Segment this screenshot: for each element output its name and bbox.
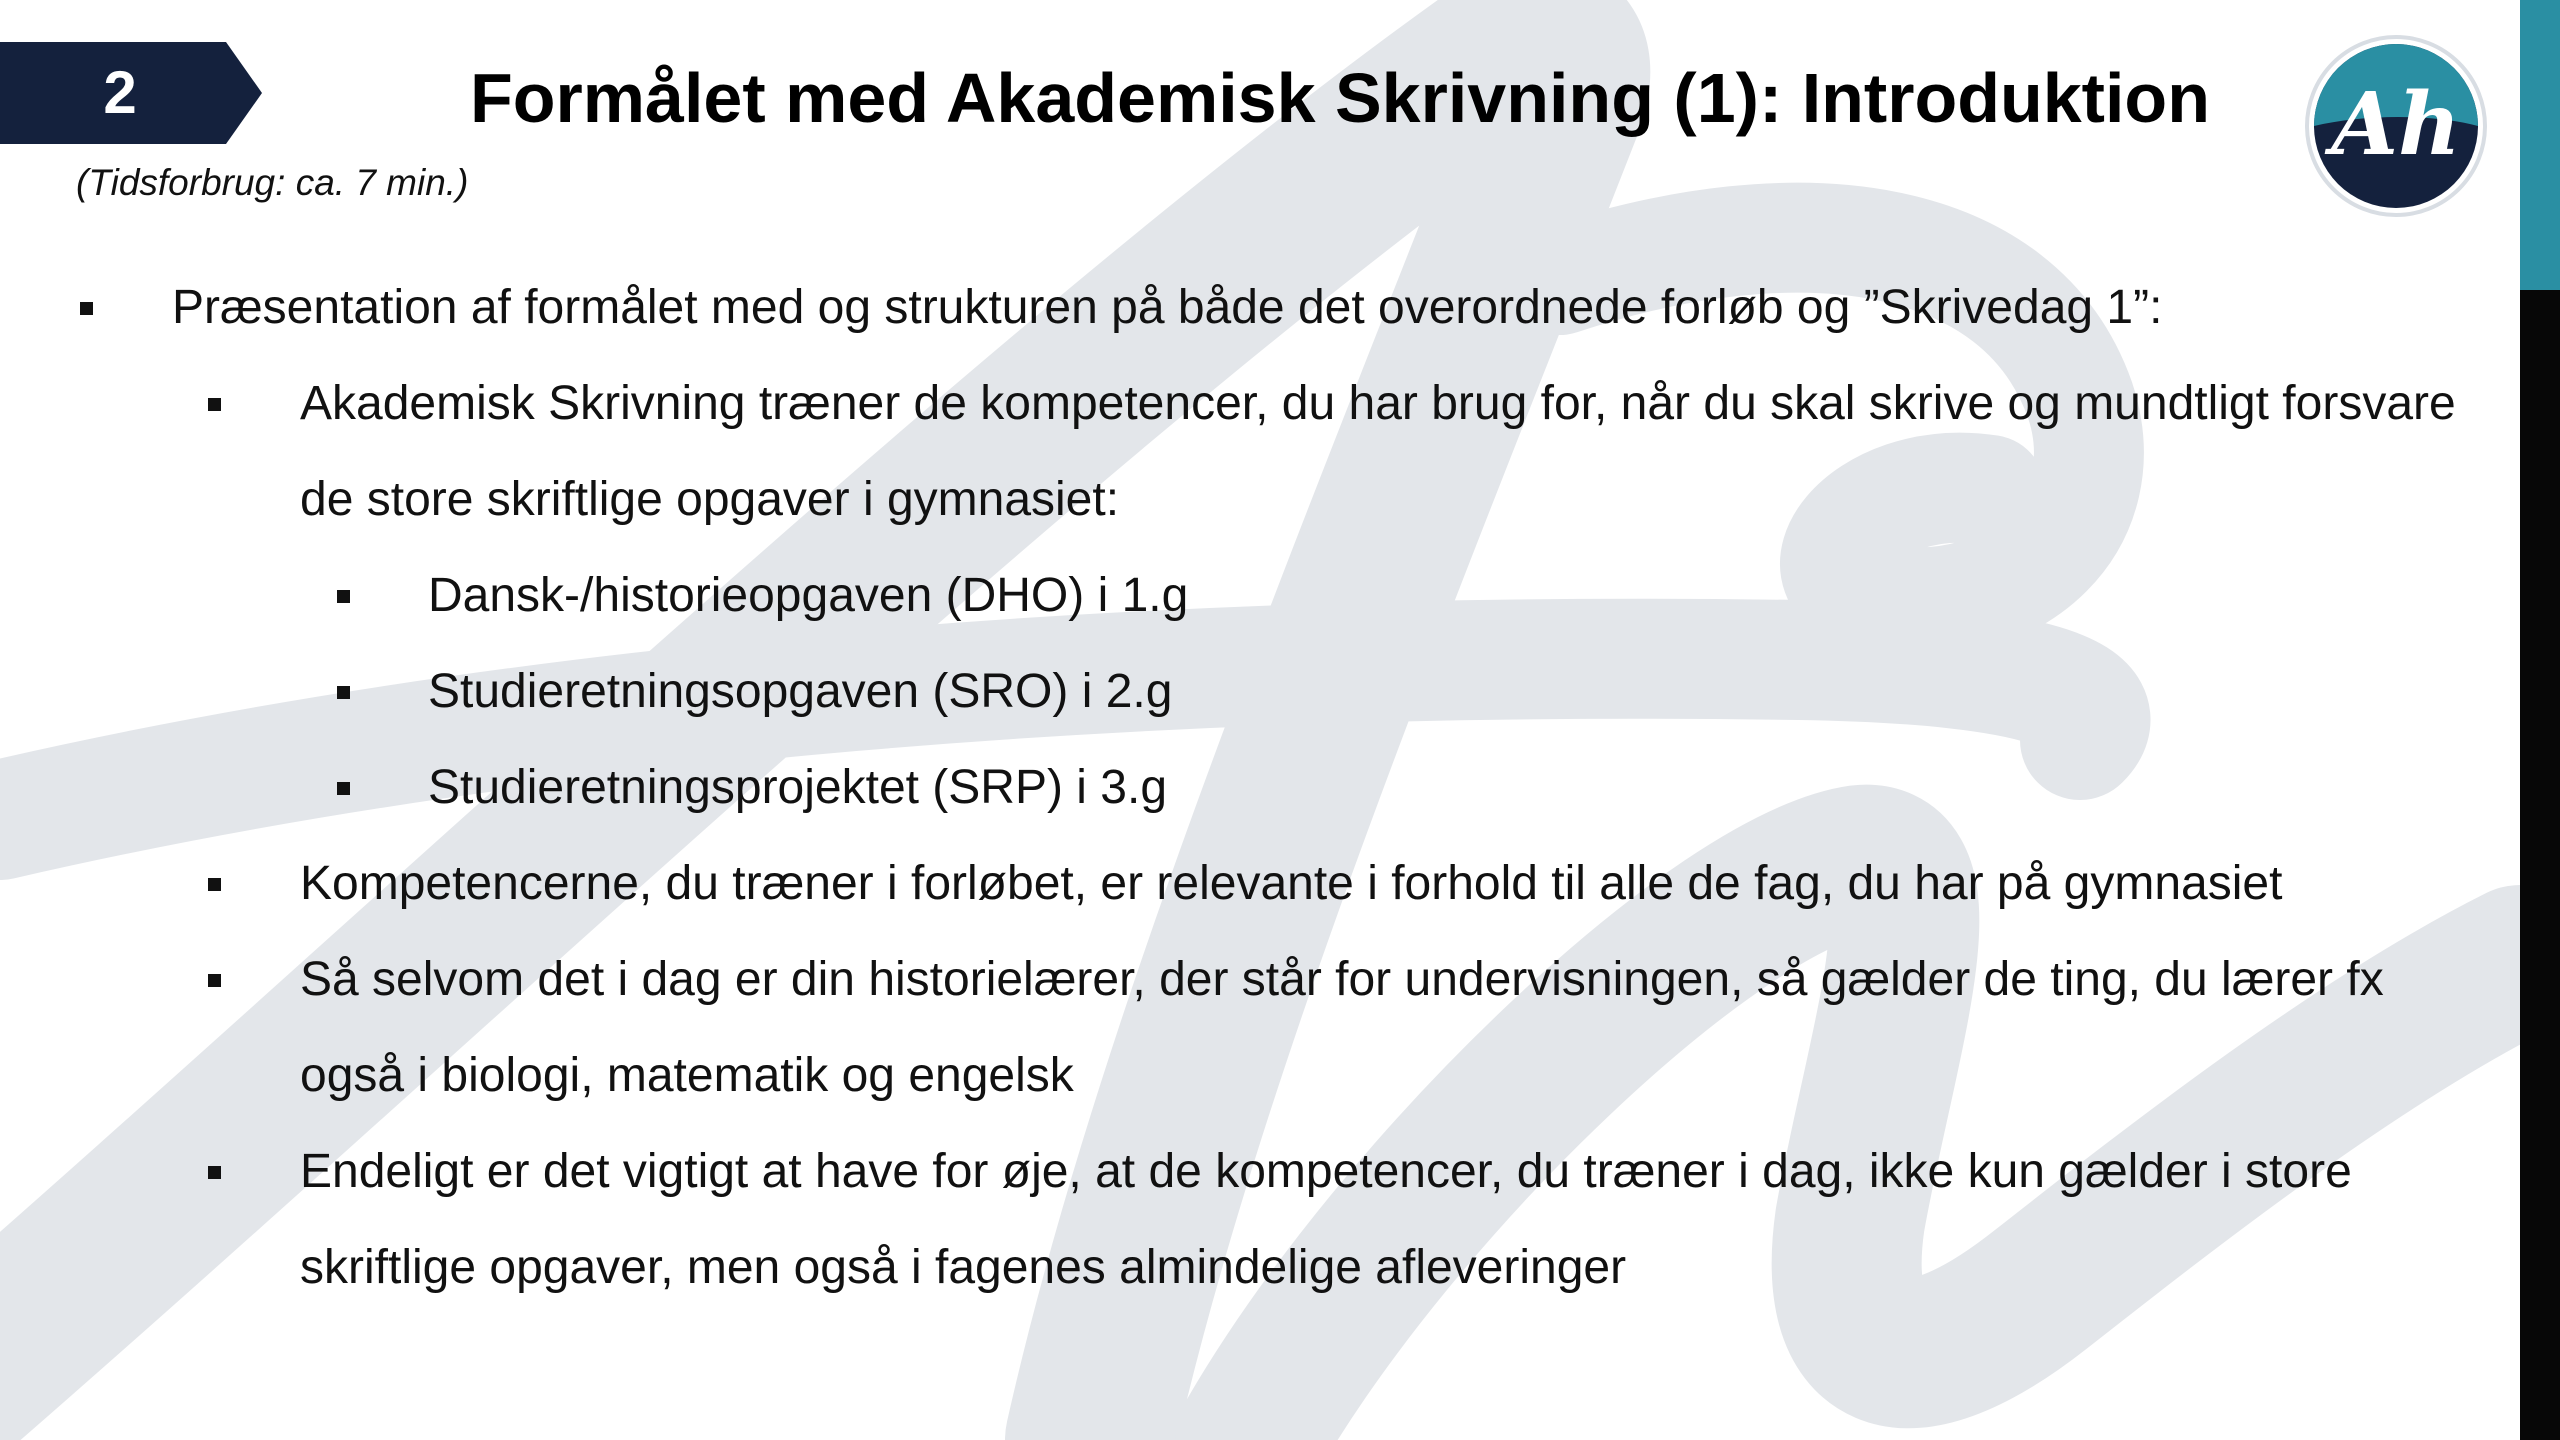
bullet-text: Endeligt er det vigtigt at have for øje, at de kompetencer, du træner i dag, ikke kun gælder i store skriftlige opgaver, men også i fagenes almindelige afleveringer	[300, 1145, 2352, 1294]
square-bullet-icon	[337, 782, 350, 795]
bullet-list	[0, 260, 2500, 1316]
square-bullet-icon	[208, 398, 221, 411]
slide-number: 2	[103, 59, 137, 126]
square-bullet-icon	[80, 302, 93, 315]
logo-monogram: Ah	[2331, 74, 2461, 175]
square-bullet-icon	[208, 974, 221, 987]
bullet-item-6	[0, 836, 2500, 932]
bullet-item-8	[0, 1124, 2500, 1316]
bullet-text: Akademisk Skrivning træner de kompetencer, du har brug for, når du skal skrive og mundtligt forsvare de store skriftlige opgaver i gymnasiet:	[300, 377, 2456, 526]
bullet-text: Præsentation af formålet med og strukturen på både det overordnede forløb og ”Skrivedag 1”:	[172, 281, 2163, 334]
bullet-item-7	[0, 932, 2500, 1124]
bullet-item-1	[0, 260, 2500, 356]
right-accent-bar-teal	[2520, 0, 2560, 290]
bullet-text: Kompetencerne, du træner i forløbet, er relevante i forhold til alle de fag, du har på gymnasiet	[300, 857, 2283, 910]
square-bullet-icon	[337, 686, 350, 699]
time-estimate-subtitle: (Tidsforbrug: ca. 7 min.)	[76, 162, 469, 203]
school-logo	[2304, 34, 2488, 218]
bullet-item-3	[0, 548, 2500, 644]
square-bullet-icon	[208, 878, 221, 891]
bullet-text: Så selvom det i dag er din historielærer, der står for undervisningen, så gælder de ting, du lærer fx også i biologi, matematik og engelsk	[300, 953, 2384, 1102]
bullet-text: Studieretningsprojektet (SRP) i 3.g	[428, 761, 1168, 814]
right-accent-bar-dark	[2520, 290, 2560, 1440]
square-bullet-icon	[337, 590, 350, 603]
bullet-item-5	[0, 740, 2500, 836]
slide-title: Formålet med Akademisk Skrivning (1): Introduktion	[470, 59, 2210, 137]
bullet-item-4	[0, 644, 2500, 740]
square-bullet-icon	[208, 1166, 221, 1179]
bullet-text: Dansk-/historieopgaven (DHO) i 1.g	[428, 569, 1189, 622]
bullet-text: Studieretningsopgaven (SRO) i 2.g	[428, 665, 1173, 718]
bullet-item-2	[0, 356, 2500, 548]
